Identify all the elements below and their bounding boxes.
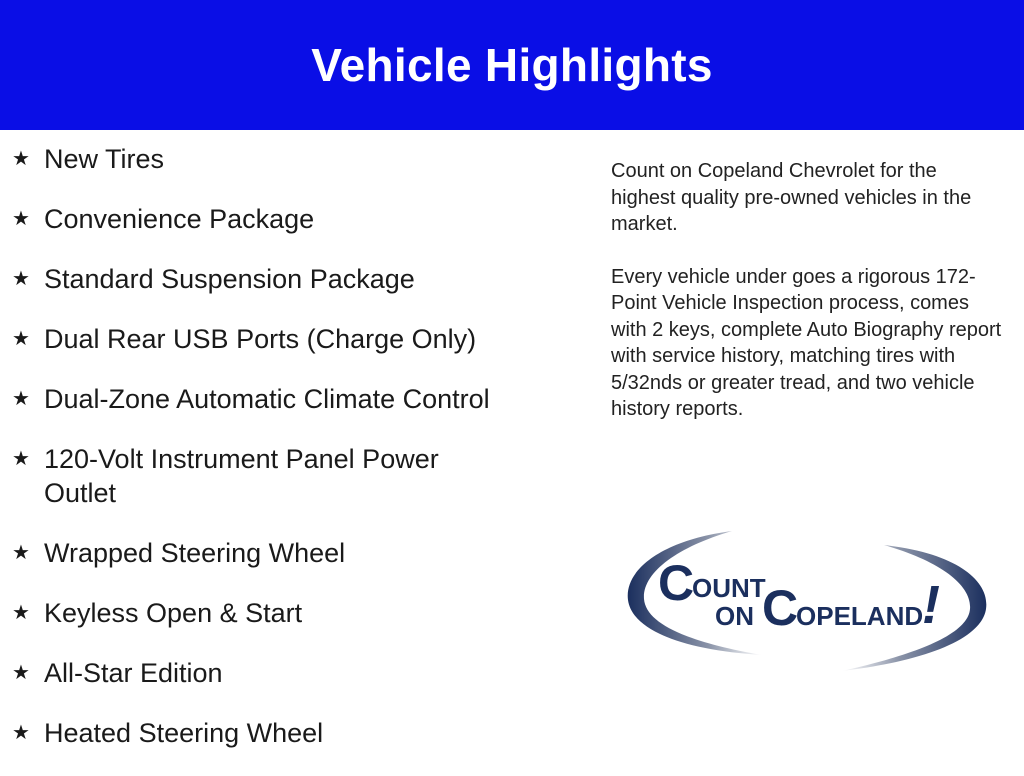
- svg-text:OUNT: OUNT: [692, 573, 766, 603]
- list-item: [12, 142, 582, 176]
- list-item: [12, 656, 582, 690]
- star-icon: ★: [12, 662, 30, 684]
- star-icon: ★: [12, 148, 30, 170]
- list-item: [12, 262, 582, 296]
- list-item: [12, 716, 582, 750]
- star-icon: ★: [12, 268, 30, 290]
- svg-text:C: C: [762, 580, 799, 636]
- star-icon: ★: [12, 542, 30, 564]
- list-item: [12, 536, 582, 570]
- list-item: [12, 382, 582, 416]
- blurb-paragraph: Every vehicle under goes a rigorous 172-Point Vehicle Inspection process, comes with 2 keys, complete Auto Biography report with service history, matching tires with 5/32nds or greater tread, and two vehicle history reports.: [611, 265, 1002, 420]
- count-on-copeland-logo: [622, 525, 992, 675]
- star-icon: ★: [12, 328, 30, 350]
- star-icon: ★: [12, 722, 30, 744]
- feature-list: [12, 142, 582, 776]
- blurb-paragraph: Count on Copeland Chevrolet for the highest quality pre-owned vehicles in the market.: [611, 160, 972, 235]
- feature-label: Wrapped Steering Wheel: [44, 538, 346, 568]
- feature-label: Convenience Package: [44, 204, 315, 234]
- feature-label: Dual Rear USB Ports (Charge Only): [44, 324, 477, 354]
- feature-label: New Tires: [44, 144, 165, 174]
- feature-label: Keyless Open & Start: [44, 598, 303, 628]
- list-item: [12, 596, 582, 630]
- feature-label: 120-Volt Instrument Panel Power Outlet: [44, 444, 439, 508]
- header-banner: [0, 0, 1024, 130]
- list-item: [12, 202, 582, 236]
- feature-label: All-Star Edition: [44, 658, 223, 688]
- list-item: [12, 442, 582, 510]
- feature-label: Dual-Zone Automatic Climate Control: [44, 384, 490, 414]
- star-icon: ★: [12, 208, 30, 230]
- svg-text:ON: ON: [715, 601, 754, 631]
- svg-text:C: C: [658, 555, 695, 611]
- list-item: [12, 322, 582, 356]
- star-icon: ★: [12, 388, 30, 410]
- svg-text:OPELAND: OPELAND: [796, 601, 924, 631]
- svg-text:!: !: [922, 575, 940, 635]
- feature-label: Standard Suspension Package: [44, 264, 415, 294]
- page-title: Vehicle Highlights: [311, 39, 713, 91]
- star-icon: ★: [12, 602, 30, 624]
- star-icon: ★: [12, 448, 30, 470]
- feature-label: Heated Steering Wheel: [44, 718, 324, 748]
- dealer-blurb: [611, 158, 1006, 423]
